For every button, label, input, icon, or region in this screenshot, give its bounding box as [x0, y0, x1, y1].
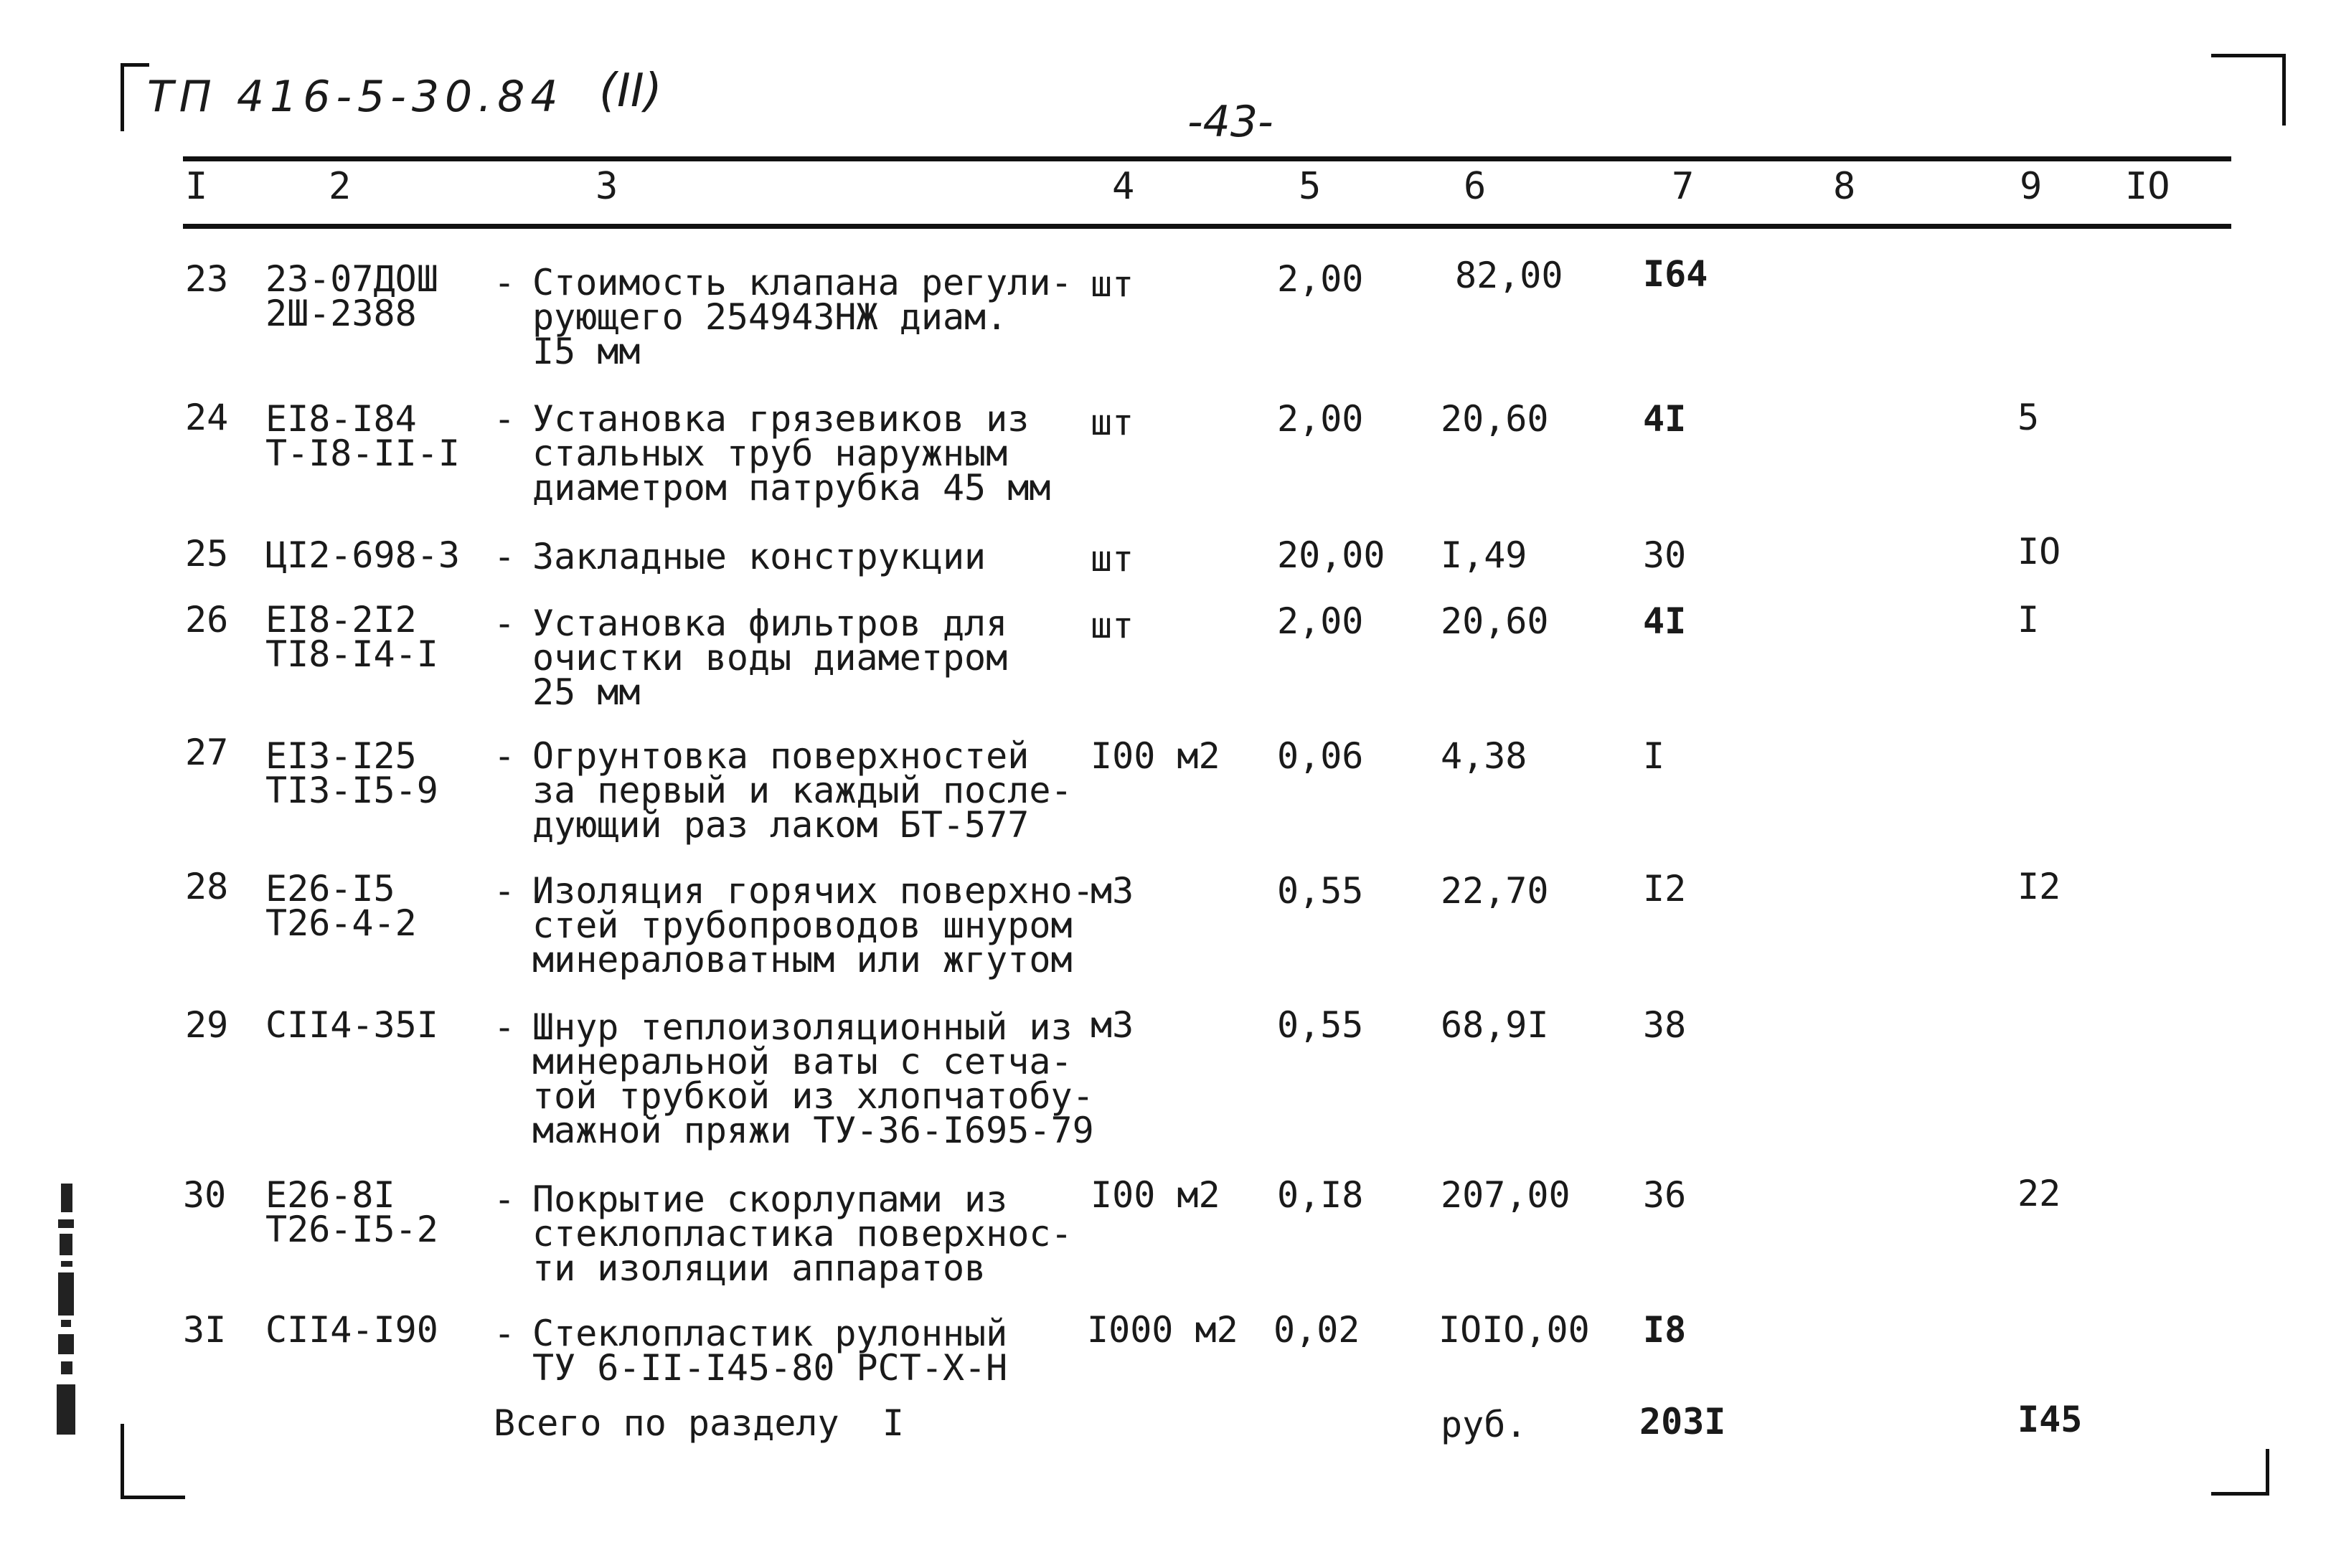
frame-bottom-right-horizontal	[2211, 1492, 2269, 1496]
rate-code: EI3-I25 TI3-I5-9	[265, 735, 438, 811]
unit-price: 207,00	[1441, 1174, 1571, 1216]
work-description: Покрытие скорлупами из стеклопластика поверхнос- ти изоляции аппаратов	[532, 1179, 1073, 1289]
frame-bottom-left-vertical	[121, 1424, 124, 1499]
column-9: I2	[2017, 866, 2061, 907]
section-total-cost: 203I	[1639, 1401, 1726, 1442]
unit: I00 м2	[1091, 735, 1220, 777]
col-header-4: 4	[1112, 165, 1135, 208]
unit-price: 82,00	[1455, 255, 1563, 296]
col-header-5: 5	[1299, 165, 1322, 208]
dash: -	[494, 536, 516, 577]
dash: -	[494, 1313, 516, 1354]
work-description: Стоимость клапана регули- рующего 254943НЖ диам. I5 мм	[532, 262, 1073, 372]
quantity: 0,02	[1273, 1309, 1360, 1351]
col-header-10: IO	[2125, 165, 2170, 208]
row-number: 3I	[183, 1309, 227, 1351]
rate-code: E26-8I T26-I5-2	[265, 1174, 438, 1250]
total-cost: 4I	[1643, 600, 1687, 642]
dash: -	[494, 398, 516, 440]
unit-price: I,49	[1441, 534, 1527, 576]
rate-code: CII4-35I	[265, 1004, 438, 1046]
frame-bottom-right-vertical	[2266, 1449, 2269, 1496]
unit: шт	[1091, 538, 1134, 580]
column-9: 22	[2017, 1173, 2061, 1214]
dash: -	[494, 735, 516, 777]
unit-price: 22,70	[1441, 870, 1549, 912]
row-number: 29	[185, 1004, 229, 1046]
work-description: Установка фильтров для очистки воды диаметром 25 мм	[532, 603, 1008, 713]
col-header-9: 9	[2020, 165, 2043, 208]
unit: шт	[1091, 263, 1134, 305]
total-cost: I	[1643, 735, 1665, 777]
total-cost: I64	[1643, 253, 1708, 295]
unit: шт	[1091, 605, 1134, 646]
total-cost: I2	[1643, 868, 1687, 910]
frame-top-left-horizontal	[121, 63, 149, 67]
quantity: 20,00	[1277, 534, 1385, 576]
frame-top-left-vertical	[121, 63, 124, 131]
dash: -	[494, 1006, 516, 1048]
row-number: 24	[185, 397, 229, 438]
rate-code: E26-I5 T26-4-2	[265, 868, 417, 944]
page-number: -43-	[1187, 97, 1273, 147]
column-9: IO	[2017, 531, 2061, 572]
quantity: 2,00	[1277, 258, 1364, 300]
section-total-label: Всего по разделу I	[494, 1402, 904, 1444]
quantity: 2,00	[1277, 600, 1364, 642]
total-cost: 36	[1643, 1174, 1687, 1216]
work-description: Стеклопластик рулонный ТУ 6-II-I45-80 РСТ-Х-Н	[532, 1313, 1008, 1389]
col-header-2: 2	[329, 165, 352, 208]
row-number: 26	[185, 599, 229, 641]
rate-code: 23-07ДОШ 2Ш-2388	[265, 258, 438, 334]
rate-code: EI8-I84 T-I8-II-I	[265, 398, 460, 474]
quantity: 2,00	[1277, 398, 1364, 440]
row-number: 25	[185, 533, 229, 575]
frame-bottom-left-horizontal	[121, 1496, 185, 1499]
unit: I000 м2	[1087, 1309, 1238, 1351]
col-header-1: I	[185, 165, 208, 208]
total-cost: 38	[1643, 1004, 1687, 1046]
work-description: Закладные конструкции	[532, 536, 986, 577]
row-number: 27	[185, 732, 229, 773]
unit: м3	[1091, 1004, 1134, 1046]
dash: -	[494, 603, 516, 644]
quantity: 0,55	[1277, 870, 1364, 912]
work-description: Шнур теплоизоляционный из минеральной ваты с сетча- той трубкой из хлопчатобу- мажной пряжи ТУ-36-I695-79	[532, 1006, 1094, 1151]
section-total-column-9: I45	[2017, 1399, 2083, 1440]
row-number: 28	[185, 866, 229, 907]
unit-price: 68,9I	[1441, 1004, 1549, 1046]
dash: -	[494, 262, 516, 303]
work-description: Огрунтовка поверхностей за первый и каждый после- дующий раз лаком БТ-577	[532, 735, 1073, 846]
column-9: 5	[2017, 397, 2040, 438]
unit-price: 20,60	[1441, 398, 1549, 440]
unit-price: IOIO,00	[1438, 1309, 1590, 1351]
total-cost: 4I	[1643, 398, 1687, 440]
unit: м3	[1091, 870, 1134, 912]
col-header-8: 8	[1833, 165, 1856, 208]
total-cost: 30	[1643, 534, 1687, 576]
dash: -	[494, 1179, 516, 1220]
row-number: 30	[183, 1174, 227, 1216]
quantity: 0,I8	[1277, 1174, 1364, 1216]
document-code: ТП 416-5-30.84	[147, 72, 564, 122]
quantity: 0,55	[1277, 1004, 1364, 1046]
rate-code: CII4-I90	[265, 1309, 438, 1351]
rate-code: EI8-2I2 TI8-I4-I	[265, 599, 438, 675]
col-header-3: 3	[595, 165, 618, 208]
unit-price: 4,38	[1441, 735, 1527, 777]
rate-code: ЦI2-698-3	[265, 534, 460, 576]
unit: I00 м2	[1091, 1174, 1220, 1216]
header-top-rule	[183, 156, 2231, 161]
work-description: Установка грязевиков из стальных труб наружным диаметром патрубка 45 мм	[532, 398, 1051, 509]
album-number: (II)	[599, 65, 662, 118]
work-description: Изоляция горячих поверхно- стей трубопроводов шнуром минераловатным или жгутом	[532, 870, 1094, 981]
header-bottom-rule	[183, 224, 2231, 229]
quantity: 0,06	[1277, 735, 1364, 777]
section-total-unit: руб.	[1441, 1404, 1527, 1445]
dash: -	[494, 870, 516, 912]
column-9: I	[2017, 599, 2040, 641]
frame-top-right-vertical	[2282, 54, 2286, 126]
unit-price: 20,60	[1441, 600, 1549, 642]
frame-top-right-horizontal	[2211, 54, 2286, 57]
unit: шт	[1091, 402, 1134, 443]
total-cost: I8	[1643, 1309, 1687, 1351]
col-header-7: 7	[1672, 165, 1695, 208]
archive-stamp-icon	[39, 1176, 83, 1449]
col-header-6: 6	[1464, 165, 1487, 208]
row-number: 23	[185, 258, 229, 300]
